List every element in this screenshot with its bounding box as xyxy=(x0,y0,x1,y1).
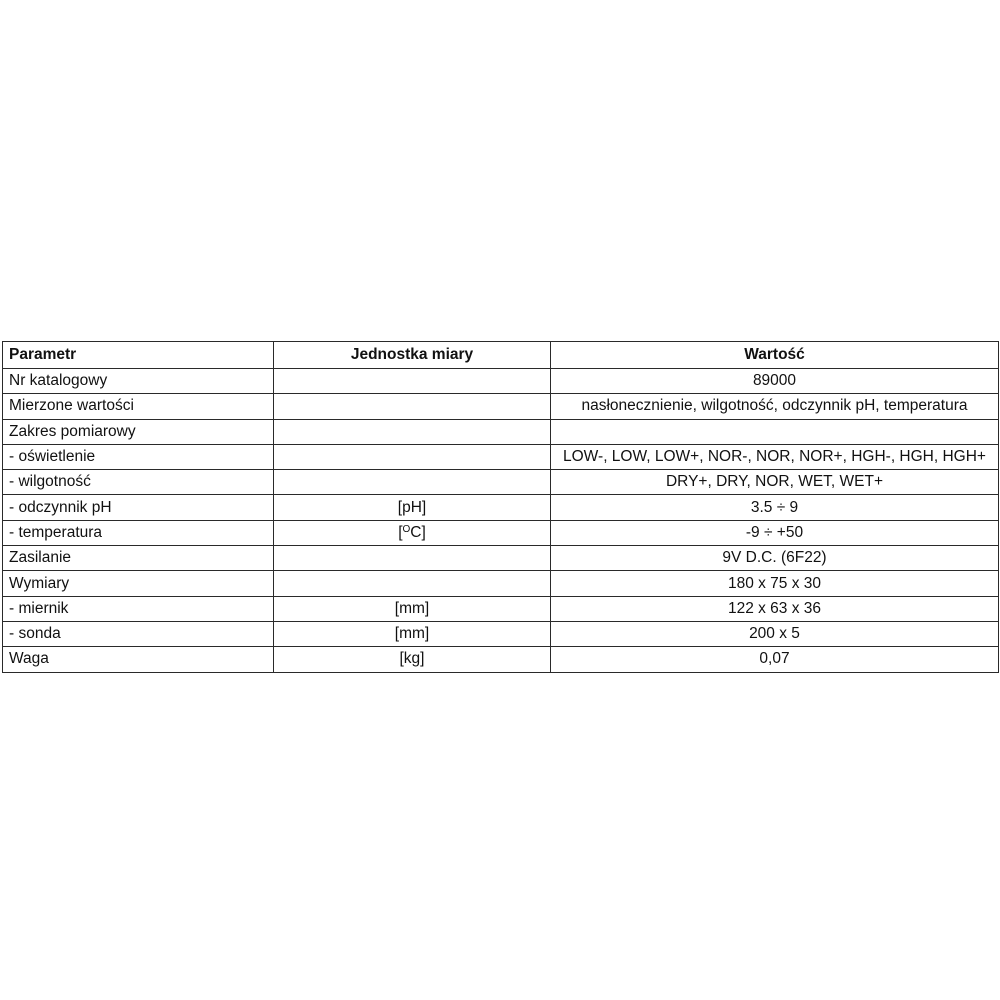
row-param: - sonda xyxy=(3,621,274,646)
row-value: 200 x 5 xyxy=(551,621,999,646)
table-row xyxy=(3,596,999,621)
header-value: Wartość xyxy=(551,342,999,369)
row-value: -9 ÷ +50 xyxy=(551,520,999,545)
table-row xyxy=(3,394,999,419)
table-header-row xyxy=(3,342,999,369)
table-row xyxy=(3,470,999,495)
table-row xyxy=(3,444,999,469)
row-unit xyxy=(274,571,551,596)
row-value: LOW-, LOW, LOW+, NOR-, NOR, NOR+, HGH-, HGH, HGH+ xyxy=(551,444,999,469)
row-value: 180 x 75 x 30 xyxy=(551,571,999,596)
row-unit: [mm] xyxy=(274,596,551,621)
unit-superscript: O xyxy=(402,523,411,535)
spec-table xyxy=(2,341,999,673)
row-param: Nr katalogowy xyxy=(3,369,274,394)
row-unit xyxy=(274,419,551,444)
row-param: Wymiary xyxy=(3,571,274,596)
row-unit xyxy=(274,520,551,545)
row-param: - wilgotność xyxy=(3,470,274,495)
table-row xyxy=(3,647,999,672)
row-unit: [mm] xyxy=(274,621,551,646)
row-unit: [kg] xyxy=(274,647,551,672)
row-value: 122 x 63 x 36 xyxy=(551,596,999,621)
table-row xyxy=(3,520,999,545)
row-unit xyxy=(274,369,551,394)
table-row xyxy=(3,621,999,646)
header-unit: Jednostka miary xyxy=(274,342,551,369)
table-row xyxy=(3,369,999,394)
unit-prefix: [ xyxy=(398,523,403,541)
row-unit xyxy=(274,444,551,469)
row-param: Zasilanie xyxy=(3,546,274,571)
table-row xyxy=(3,571,999,596)
row-value: DRY+, DRY, NOR, WET, WET+ xyxy=(551,470,999,495)
row-unit xyxy=(274,546,551,571)
row-param: Zakres pomiarowy xyxy=(3,419,274,444)
unit-suffix: C] xyxy=(410,523,426,541)
row-param: Mierzone wartości xyxy=(3,394,274,419)
table-row xyxy=(3,546,999,571)
row-param: - miernik xyxy=(3,596,274,621)
row-param: - oświetlenie xyxy=(3,444,274,469)
row-unit xyxy=(274,470,551,495)
row-value: 3.5 ÷ 9 xyxy=(551,495,999,520)
header-param: Parametr xyxy=(3,342,274,369)
row-unit xyxy=(274,394,551,419)
row-param: - temperatura xyxy=(3,520,274,545)
row-unit: [pH] xyxy=(274,495,551,520)
row-value: 89000 xyxy=(551,369,999,394)
row-value: 9V D.C. (6F22) xyxy=(551,546,999,571)
row-param: - odczynnik pH xyxy=(3,495,274,520)
row-param: Waga xyxy=(3,647,274,672)
table-row xyxy=(3,419,999,444)
table-row xyxy=(3,495,999,520)
row-value xyxy=(551,419,999,444)
row-value: nasłonecznienie, wilgotność, odczynnik pH, temperatura xyxy=(551,394,999,419)
row-value: 0,07 xyxy=(551,647,999,672)
